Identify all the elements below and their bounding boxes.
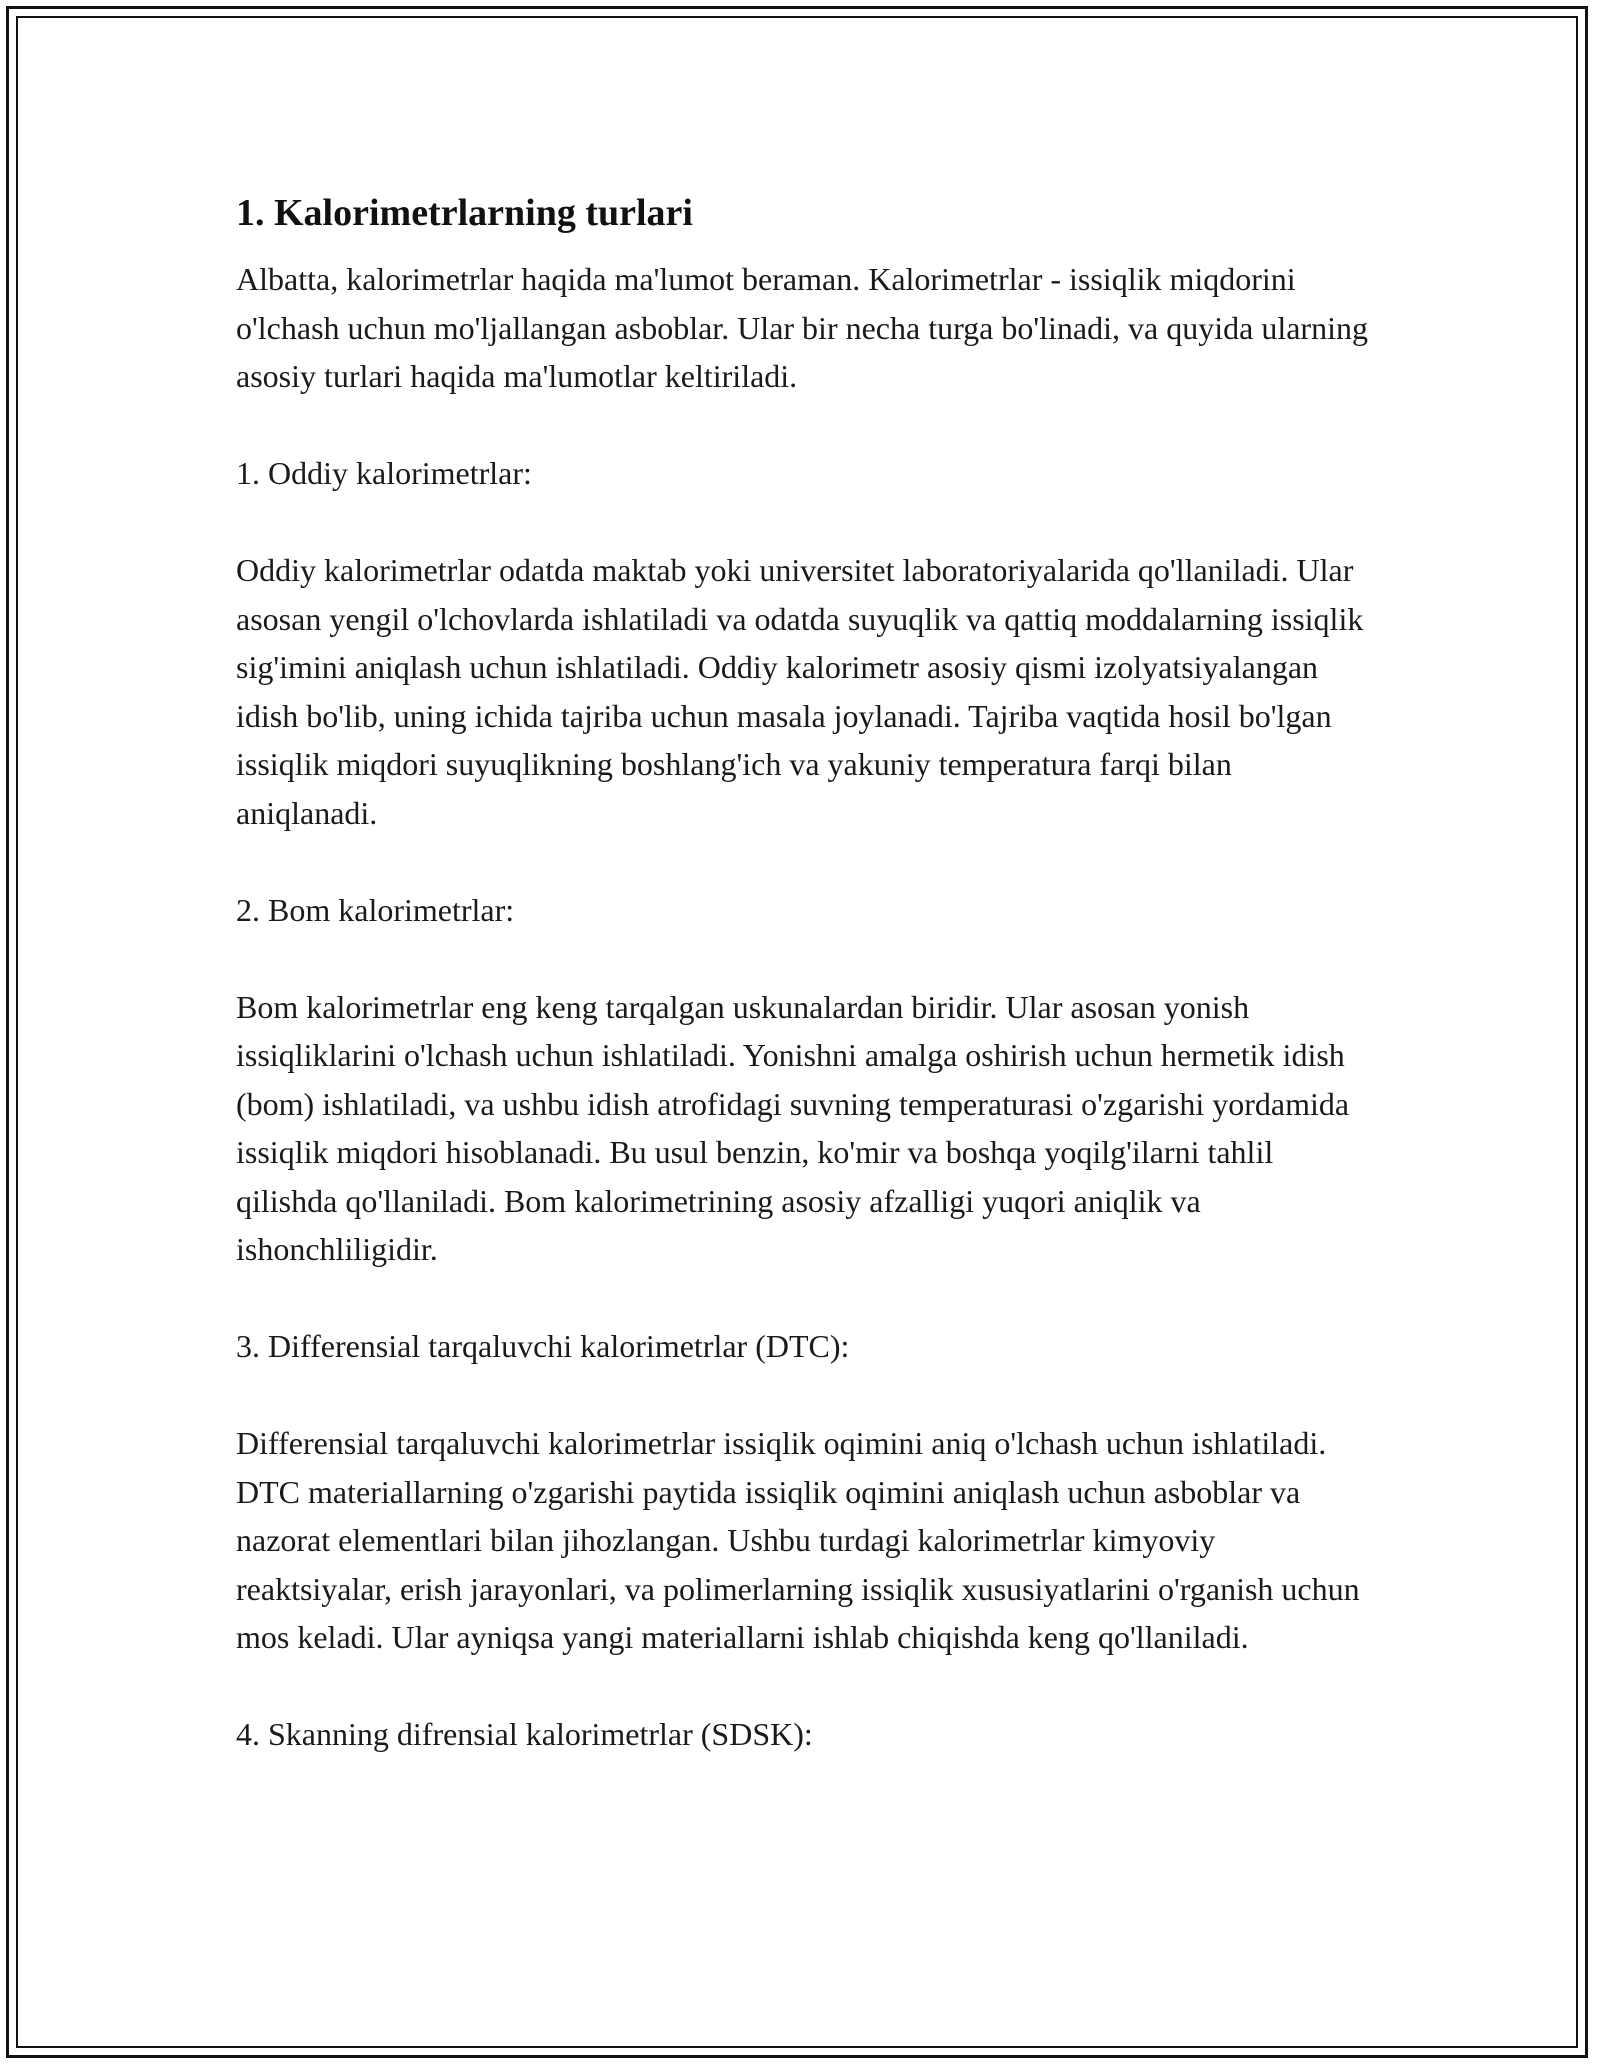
- intro-paragraph: Albatta, kalorimetrlar haqida ma'lumot beraman. Kalorimetrlar - issiqlik miqdorini o'lchash uchun mo'ljallangan asboblar. Ular bir necha turga bo'linadi, va quyida ularning asosiy turlari haqida ma'lumotlar keltiriladi.: [236, 261, 1368, 394]
- section-heading-oddiy: 1. Oddiy kalorimetrlar:: [236, 455, 532, 491]
- section-body-bom: Bom kalorimetrlar eng keng tarqalgan uskunalardan biridir. Ular asosan yonish issiqliklarini o'lchash uchun ishlatiladi. Yonishni amalga oshirish uchun hermetik idish (bom) ishlatiladi, va ushbu idish atrofidagi suvning temperaturasi o'zgarishi yordamida issiqlik miqdori hisoblanadi. Bu usul benzin, ko'mir va boshqa yoqilg'ilarni tahlil qilishda qo'llaniladi. Bom kalorimetrining asosiy afzalligi yuqori aniqlik va ishonchliligidir.: [236, 988, 1350, 1267]
- section-heading-dtc: 3. Differensial tarqaluvchi kalorimetrlar (DTC):: [236, 1328, 850, 1364]
- section-body-dtc: Differensial tarqaluvchi kalorimetrlar issiqlik oqimini aniq o'lchash uchun ishlatiladi. DTC materiallarning o'zgarishi paytida issiqlik oqimini aniqlash uchun asboblar va nazorat elementlari bilan jihozlangan. Ushbu turdagi kalorimetrlar kimyoviy reaktsiyalar, erish jarayonlari, va polimerlarning issiqlik xususiyatlarini o'rganish uchun mos keladi. Ular ayniqsa yangi materiallarni ishlab chiqishda keng qo'llaniladi.: [236, 1425, 1360, 1655]
- section-heading-bom: 2. Bom kalorimetrlar:: [236, 891, 515, 928]
- document-title: 1. Kalorimetrlarning turlari: [236, 192, 693, 234]
- section-body-oddiy: Oddiy kalorimetrlar odatda maktab yoki universitet laboratoriyalarida qo'llaniladi. Ular asosan yengil o'lchovlarda ishlatiladi va odatda suyuqlik va qattiq moddalarning issiqlik sig'imini aniqlash uchun ishlatiladi. Oddiy kalorimetr asosiy qismi izolyatsiyalangan idish bo'lib, uning ichida tajriba uchun masala joylanadi. Tajriba vaqtida hosil bo'lgan issiqlik miqdori suyuqlikning boshlang'ich va yakuniy temperatura farqi bilan aniqlanadi.: [236, 552, 1364, 831]
- document-body: [236, 185, 1376, 1759]
- section-heading-sdsk: 4. Skanning difrensial kalorimetrlar (SDSK):: [236, 1716, 813, 1752]
